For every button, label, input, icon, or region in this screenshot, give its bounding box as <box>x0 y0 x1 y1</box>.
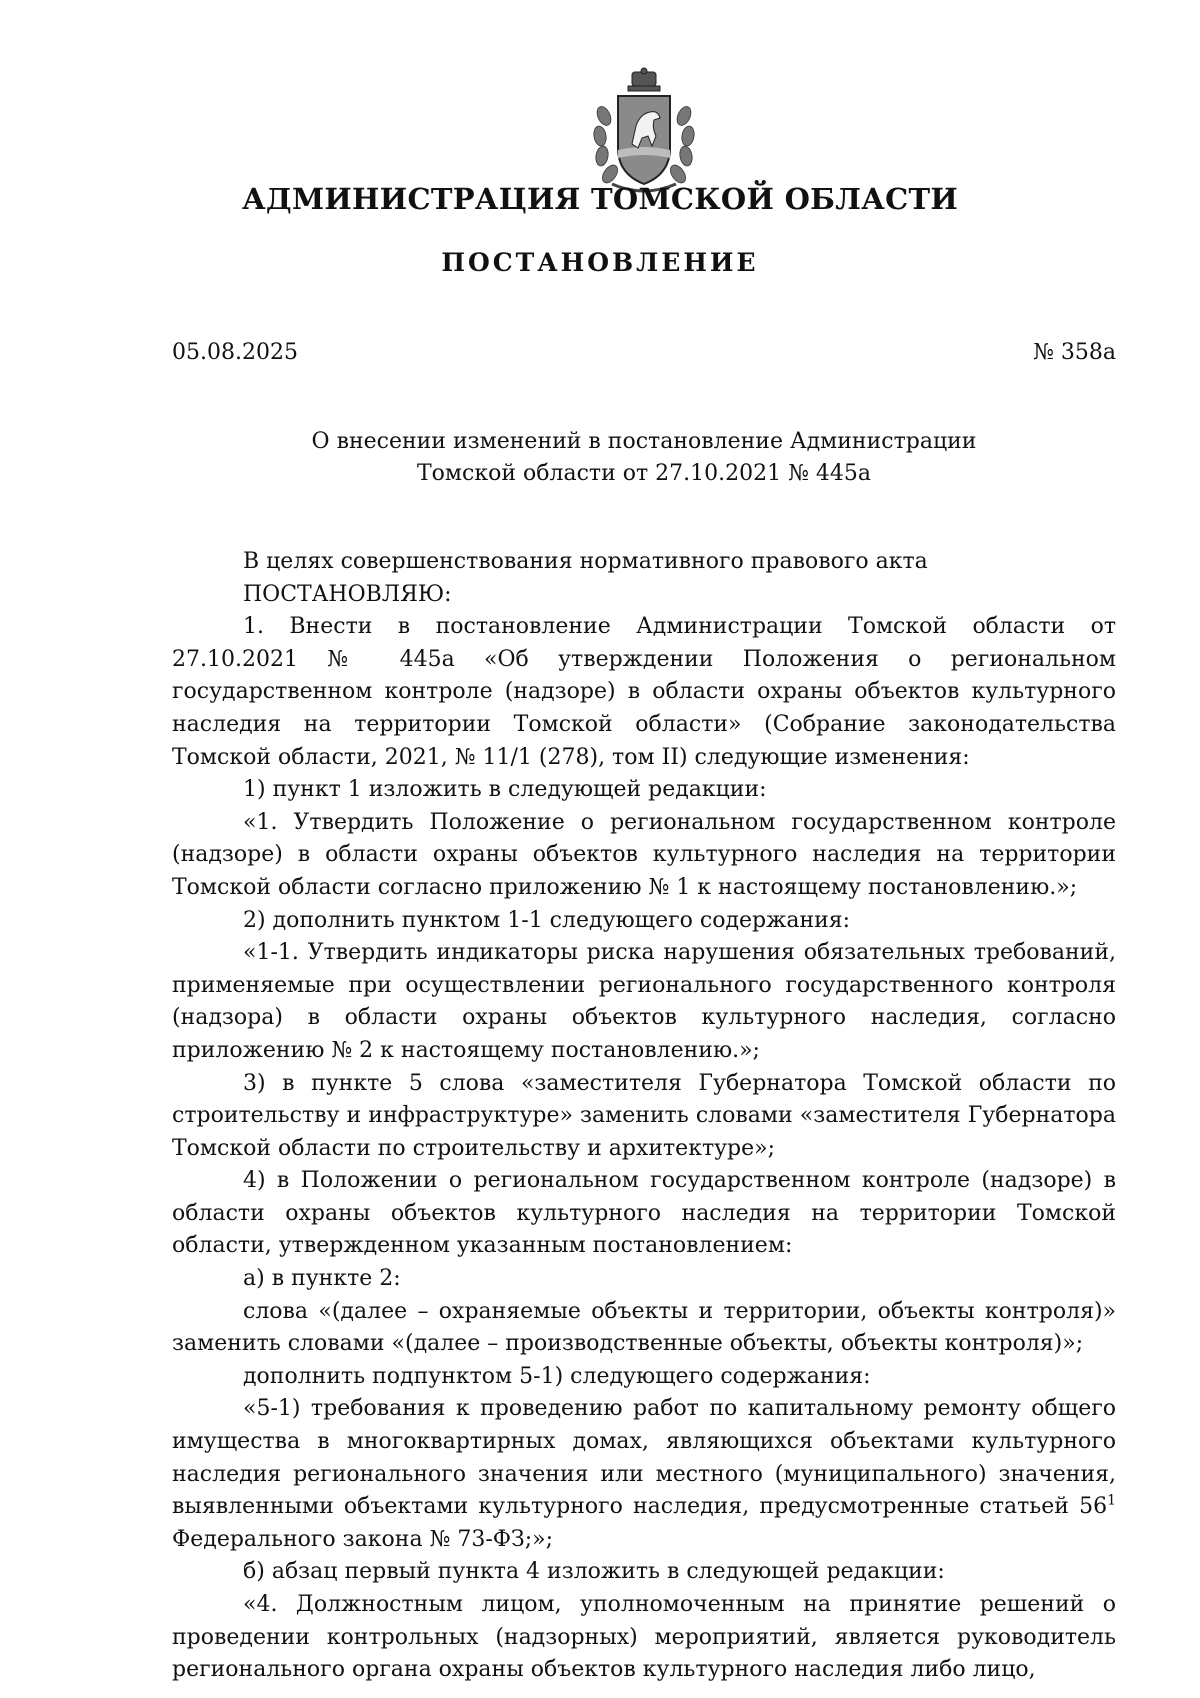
document-subject <box>172 426 1116 490</box>
quote-subpoint-5-1 <box>172 1393 1116 1556</box>
subitem-4: 4) в Положении о региональном государственном контроле (надзоре) в области охраны объектов культурного наследия на территории Томской области, утвержденном указанным постановлением: <box>172 1168 1116 1259</box>
preamble: В целях совершенствования нормативного правового акта <box>243 549 928 574</box>
subitem-3: 3) в пункте 5 слова «заместителя Губернатора Томской области по строительству и инфраструктуре» заменить словами «заместителя Губернатора Томской области по строительству и архитектуре»; <box>172 1070 1116 1161</box>
subject-line-2: Томской области от 27.10.2021 № 445а <box>416 461 872 486</box>
organization-title: АДМИНИСТРАЦИЯ ТОМСКОЙ ОБЛАСТИ <box>241 182 959 216</box>
quote-subpoint-5-1-end: Федерального закона № 73-ФЗ;»; <box>172 1526 554 1552</box>
document-body <box>172 546 1116 1687</box>
subitem-b: б) абзац первый пункта 4 изложить в следующей редакции: <box>243 1559 945 1585</box>
paragraph-1: 1. Внести в постановление Администрации Томской области от 27.10.2021 № 445а «Об утверждении Положения о региональном государственном контроле (надзоре) в области охраны объектов культурного наследия на территории Томской области» (Собрание законодательства Томской области, 2021, № 11/1 (278), том II) следующие изменения: <box>172 614 1116 770</box>
subitem-1: 1) пункт 1 изложить в следующей редакции: <box>243 777 767 803</box>
document-type: ПОСТАНОВЛЕНИЕ <box>441 248 759 277</box>
quote-item-1: «1. Утвердить Положение о региональном государственном контроле (надзоре) в области охраны объектов культурного наследия на территории Томской области согласно приложению № 1 к настоящему постановлению.»; <box>172 809 1116 900</box>
document-number: № 358а <box>1033 340 1116 365</box>
resolve-word: ПОСТАНОВЛЯЮ: <box>243 581 452 607</box>
article-superscript: 1 <box>1107 1492 1116 1509</box>
subject-line-1: О внесении изменений в постановление Администрации <box>311 429 977 454</box>
subitem-2: 2) дополнить пунктом 1-1 следующего содержания: <box>243 907 851 933</box>
add-subpoint: дополнить подпунктом 5-1) следующего содержания: <box>243 1363 871 1389</box>
quote-subpoint-5-1-text: «5-1) требования к проведению работ по капитальному ремонту общего имущества в многоквартирных домах, являющихся объектами культурного наследия регионального значения или местного (муниципального) значения, выявленными объектами культурного наследия, предусмотренные статьей 56 <box>172 1396 1116 1520</box>
subitem-a: а) в пункте 2: <box>243 1266 401 1292</box>
document-date: 05.08.2025 <box>172 340 298 365</box>
quote-item-4: «4. Должностным лицом, уполномоченным на принятие решений о проведении контрольных (надзорных) мероприятий, является руководитель регионального органа охраны объектов культурного наследия либо лицо, <box>172 1592 1116 1683</box>
replace-words: слова «(далее – охраняемые объекты и территории, объекты контроля)» заменить словами «(далее – производственные объекты, объекты контроля)»; <box>172 1298 1116 1357</box>
quote-item-1-1: «1-1. Утвердить индикаторы риска нарушения обязательных требований, применяемые при осуществлении регионального государственного контроля (надзора) в области охраны объектов культурного наследия, согласно приложению № 2 к настоящему постановлению.»; <box>172 940 1116 1063</box>
